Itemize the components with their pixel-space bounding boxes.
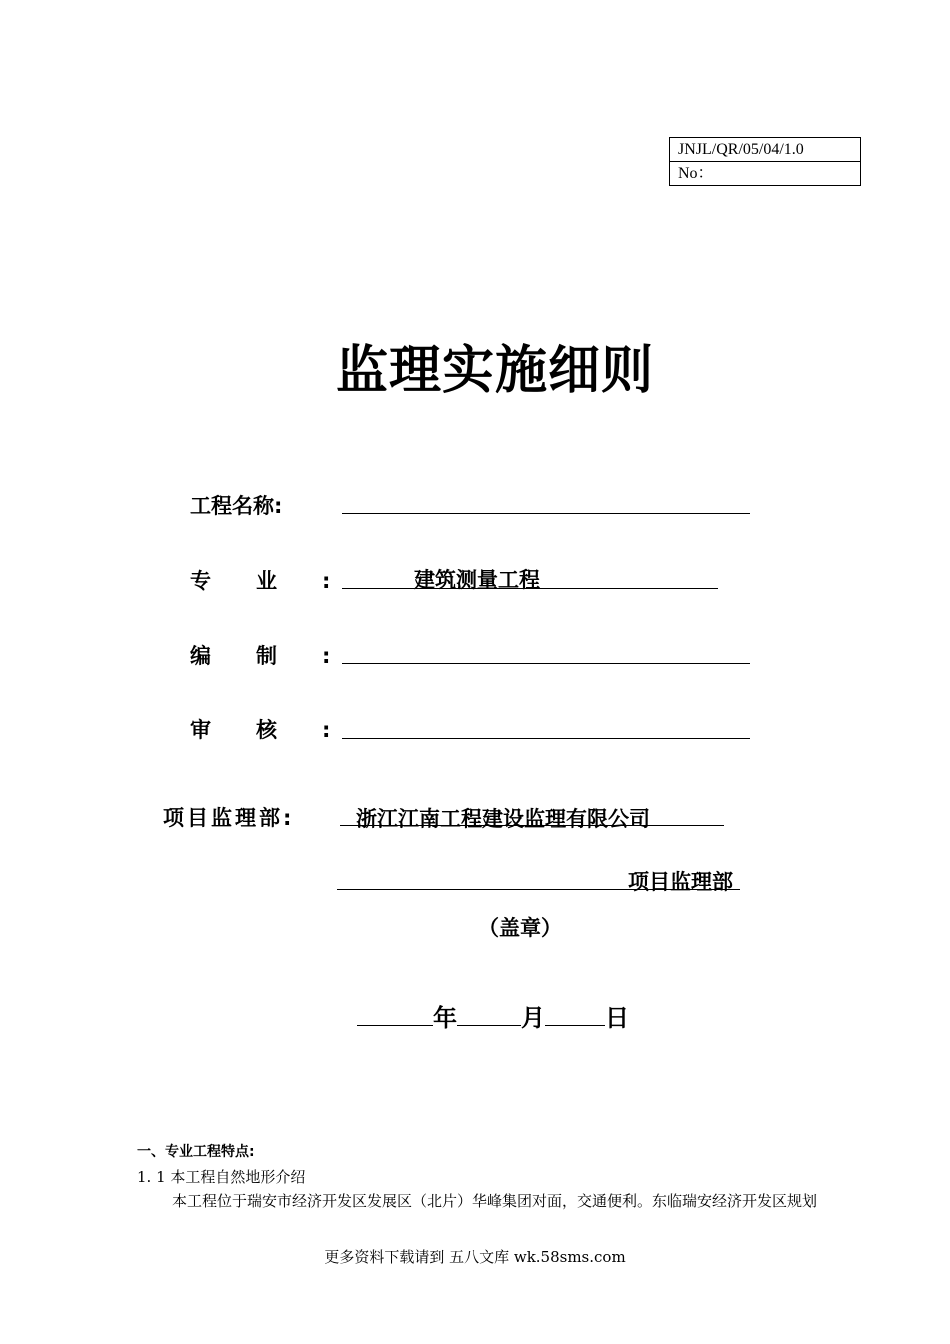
specialty-label: 专业:	[190, 569, 376, 593]
year-label: 年	[433, 1004, 457, 1032]
document-code: JNJL/QR/05/04/1.0	[678, 141, 804, 158]
department-company: 浙江江南工程建设监理有限公司	[356, 807, 650, 831]
section-heading: 一、专业工程特点:	[137, 1144, 255, 1160]
compile-line	[342, 663, 750, 664]
document-number: No：	[670, 161, 860, 185]
specialty-value: 建筑测量工程	[414, 568, 540, 592]
paragraph: 本工程位于瑞安市经济开发区发展区（北片）华峰集团对面，交通便利。东临瑞安经济开发区规划	[172, 1192, 818, 1210]
compile-label: 编制:	[190, 644, 376, 668]
date-row	[357, 998, 629, 1033]
sub-heading: 1. 1 本工程自然地形介绍	[137, 1168, 306, 1186]
department-suffix: 项目监理部	[628, 870, 733, 894]
footer-note: 更多资料下载请到 五八文库 wk.58sms.com	[324, 1248, 626, 1266]
project-name-label: 工程名称:	[190, 494, 283, 518]
project-name-line	[342, 513, 750, 514]
document-code-box	[669, 137, 861, 186]
document-title: 监理实施细则	[335, 341, 654, 401]
month-blank	[457, 1003, 521, 1026]
year-blank	[357, 1003, 433, 1026]
review-line	[342, 738, 750, 739]
day-label: 日	[605, 1004, 629, 1032]
department-label: 项目监理部:	[163, 806, 295, 830]
review-label: 审核:	[190, 718, 376, 742]
month-label: 月	[521, 1004, 545, 1032]
day-blank	[545, 1003, 605, 1026]
stamp-note: （盖章）	[478, 916, 562, 940]
